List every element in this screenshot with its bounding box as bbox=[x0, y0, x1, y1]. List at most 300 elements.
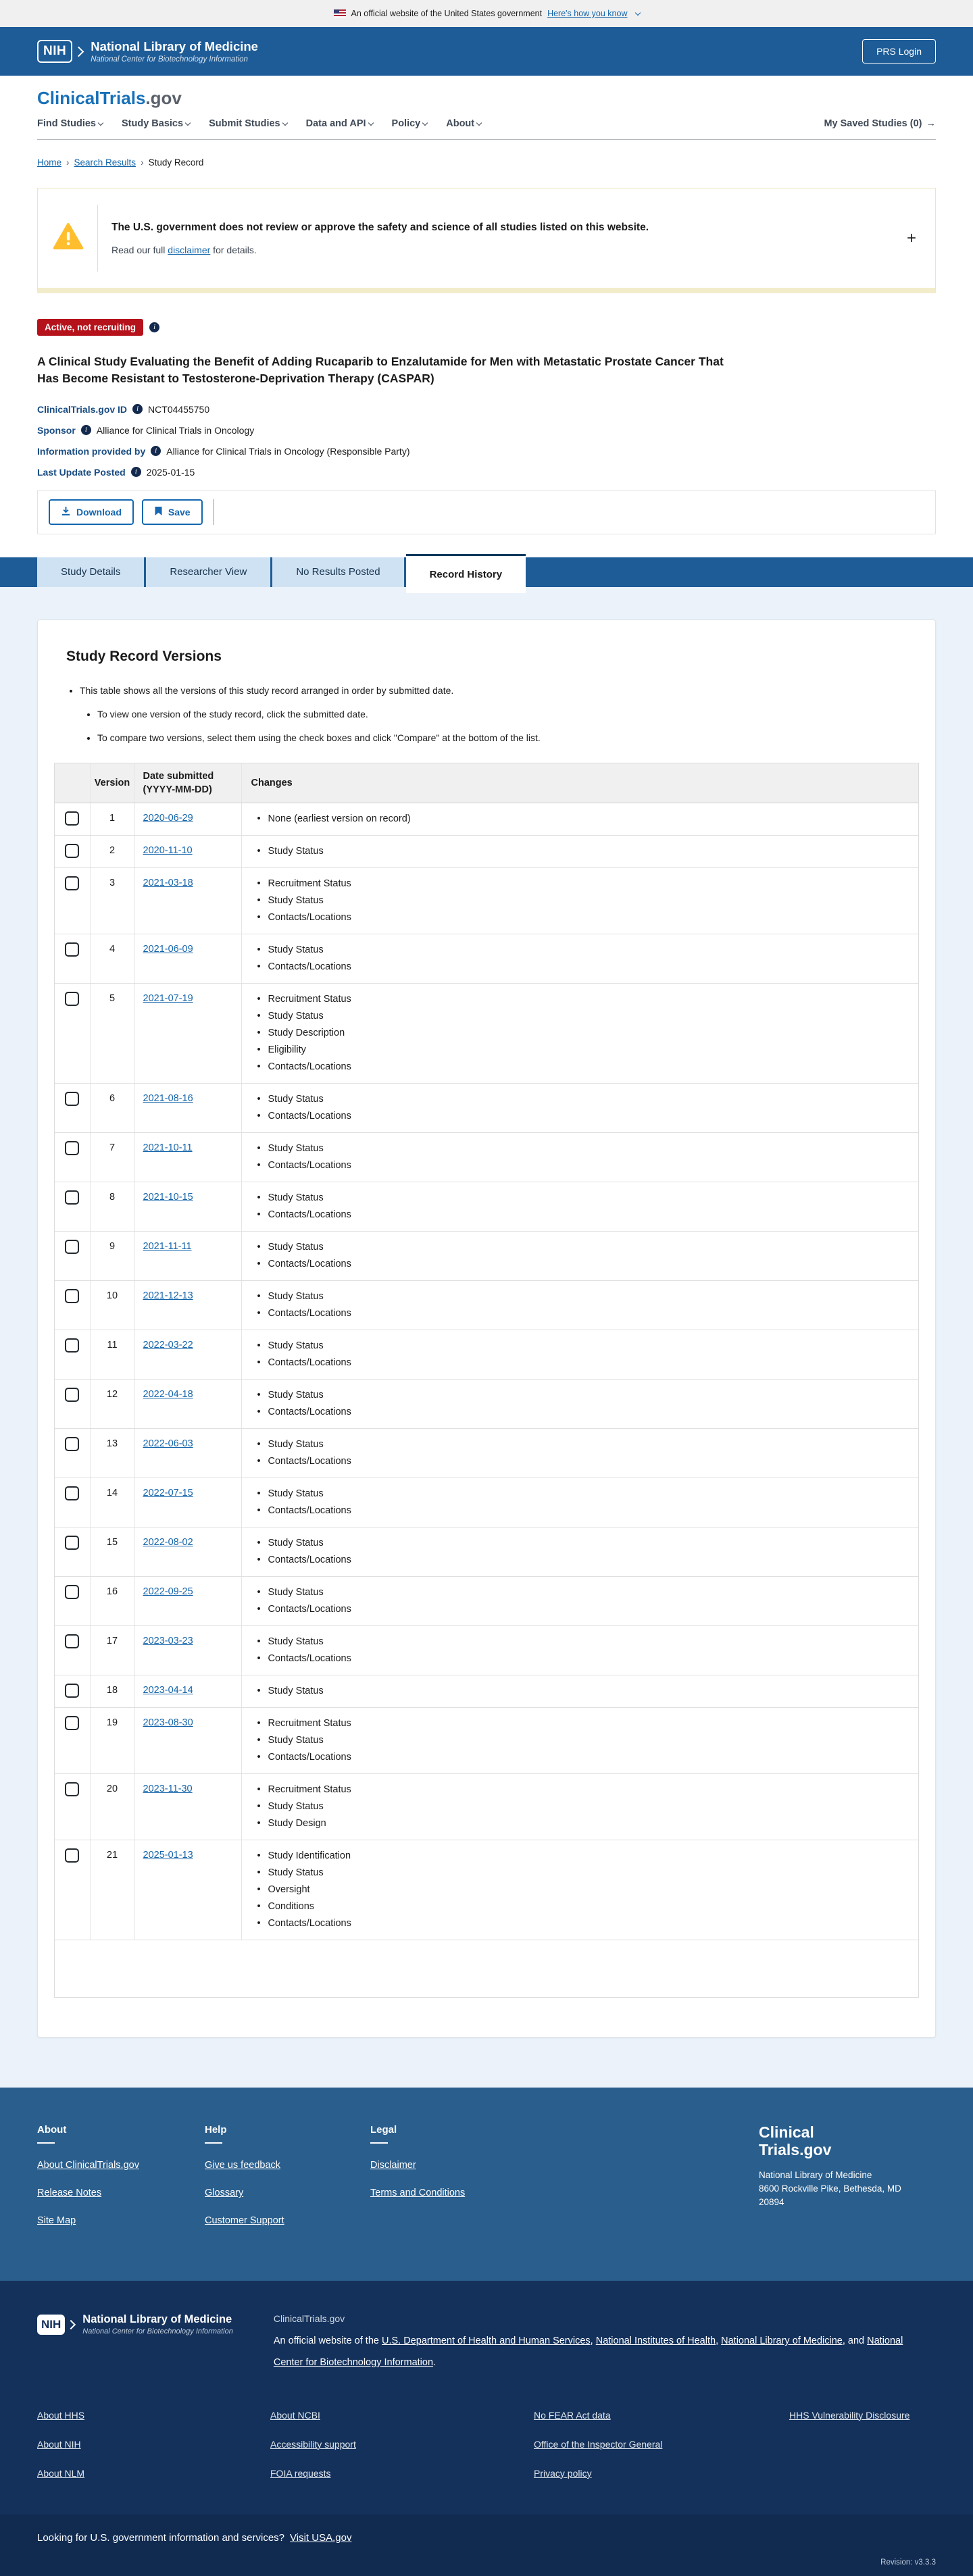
change-item: • Study Status bbox=[257, 1190, 918, 1207]
nlm-footer bbox=[0, 2281, 973, 2575]
my-saved-studies-link[interactable] bbox=[824, 118, 936, 129]
save-label: Save bbox=[168, 506, 191, 517]
footer-link-customer-support[interactable]: Customer Support bbox=[205, 2215, 284, 2227]
info-icon[interactable]: i bbox=[131, 467, 141, 477]
change-item: • Contacts/Locations bbox=[257, 1404, 918, 1421]
gov-link-column-3 bbox=[534, 2410, 789, 2497]
version-date-link[interactable]: 2023-04-14 bbox=[143, 1685, 193, 1696]
change-item: • Contacts/Locations bbox=[257, 1305, 918, 1322]
nih-acronym: NIH bbox=[37, 2315, 65, 2335]
version-number: 8 bbox=[90, 1182, 134, 1232]
tab-record-history[interactable]: Record History bbox=[406, 554, 526, 593]
versions-intro: This table shows all the versions of this study record arranged in order by submitted date. bbox=[80, 684, 454, 696]
version-number: 18 bbox=[90, 1675, 134, 1708]
footer-link-give-us-feedback[interactable]: Give us feedback bbox=[205, 2160, 281, 2171]
table-row bbox=[55, 1527, 918, 1577]
versions-table bbox=[54, 763, 919, 1998]
tab-researcher-view[interactable]: Researcher View bbox=[146, 557, 270, 587]
change-item: • Contacts/Locations bbox=[257, 1059, 918, 1076]
footer-address-line: 20894 bbox=[759, 2197, 784, 2208]
nav-item-about[interactable] bbox=[446, 118, 481, 129]
date-header-line1: Date submitted bbox=[143, 770, 214, 782]
version-checkbox[interactable] bbox=[65, 1092, 79, 1106]
versions-heading: Study Record Versions bbox=[66, 648, 222, 664]
change-item: • Study Status bbox=[257, 1634, 918, 1650]
official-statement bbox=[274, 2313, 909, 2373]
change-item: • Study Design bbox=[257, 1815, 918, 1832]
table-row bbox=[55, 1429, 918, 1478]
gov-link-about-hhs[interactable]: About HHS bbox=[37, 2409, 85, 2421]
version-number: 9 bbox=[90, 1232, 134, 1281]
nlm-footer-title: National Library of Medicine bbox=[82, 2313, 232, 2326]
status-row bbox=[37, 319, 936, 336]
nav-item-label: Policy bbox=[391, 118, 421, 129]
version-date-link[interactable]: 2025-01-13 bbox=[143, 1850, 193, 1861]
table-row bbox=[55, 868, 918, 934]
version-number: 10 bbox=[90, 1281, 134, 1330]
change-item: • Study Status bbox=[257, 1387, 918, 1404]
table-row bbox=[55, 1330, 918, 1380]
meta-row-sponsor bbox=[37, 425, 936, 436]
meta-value: NCT04455750 bbox=[148, 403, 210, 415]
version-number: 12 bbox=[90, 1380, 134, 1429]
change-item: • Oversight bbox=[257, 1882, 918, 1898]
gov-link-column-1 bbox=[37, 2410, 270, 2497]
version-number: 7 bbox=[90, 1133, 134, 1182]
version-checkbox[interactable] bbox=[65, 811, 79, 826]
version-date-link[interactable]: 2021-10-11 bbox=[143, 1142, 193, 1154]
version-number: 17 bbox=[90, 1626, 134, 1675]
table-row bbox=[55, 1478, 918, 1527]
footer-brand-logo bbox=[759, 2124, 936, 2159]
table-row bbox=[55, 1708, 918, 1774]
bookmark-icon bbox=[154, 506, 163, 518]
change-item: • Study Status bbox=[257, 1091, 918, 1108]
table-row bbox=[55, 1232, 918, 1281]
version-date-link[interactable]: 2023-03-23 bbox=[143, 1636, 193, 1647]
tab-no-results-posted[interactable]: No Results Posted bbox=[272, 557, 403, 587]
change-item: • Eligibility bbox=[257, 1042, 918, 1059]
table-row bbox=[55, 934, 918, 984]
gov-link-about-nlm[interactable]: About NLM bbox=[37, 2467, 85, 2479]
change-item: • Study Status bbox=[257, 1865, 918, 1882]
version-date-link[interactable]: 2021-07-19 bbox=[143, 993, 193, 1005]
gov-link-accessibility-support[interactable]: Accessibility support bbox=[270, 2438, 356, 2450]
official-text: An official website of the bbox=[273, 2335, 382, 2347]
nav-item-label: About bbox=[446, 118, 475, 129]
version-date-link[interactable]: 2021-12-13 bbox=[143, 1290, 193, 1302]
footer-link-glossary[interactable]: Glossary bbox=[205, 2188, 244, 2199]
version-checkbox[interactable] bbox=[65, 1585, 79, 1599]
table-row bbox=[55, 1840, 918, 1940]
version-number: 13 bbox=[90, 1429, 134, 1478]
version-number: 20 bbox=[90, 1774, 134, 1840]
date-header-line2: (YYYY-MM-DD) bbox=[143, 784, 212, 796]
version-date-link[interactable]: 2021-10-15 bbox=[143, 1192, 193, 1203]
chevron-down-icon bbox=[98, 120, 103, 126]
version-date-link[interactable]: 2022-06-03 bbox=[143, 1438, 193, 1450]
gov-link-office-of-the-inspector-general[interactable]: Office of the Inspector General bbox=[534, 2438, 663, 2450]
meta-label: Information provided by bbox=[37, 445, 146, 457]
meta-row-last-update-posted bbox=[37, 467, 936, 478]
table-row bbox=[55, 1281, 918, 1330]
tab-content bbox=[0, 587, 973, 2088]
us-flag-icon bbox=[334, 9, 346, 18]
revision-label: Revision: v3.3.3 bbox=[880, 2558, 936, 2567]
gov-banner-text: An official website of the United States government bbox=[351, 9, 543, 18]
page-main bbox=[0, 157, 973, 2088]
version-checkbox[interactable] bbox=[65, 1536, 79, 1550]
version-checkbox[interactable] bbox=[65, 1437, 79, 1451]
table-row bbox=[55, 1182, 918, 1232]
official-text: , bbox=[590, 2335, 596, 2347]
info-icon[interactable]: i bbox=[151, 446, 161, 456]
change-item: • Study Status bbox=[257, 1008, 918, 1025]
alert-text-suffix: for details. bbox=[210, 244, 257, 255]
usa-gov-line bbox=[37, 2532, 936, 2544]
versions-note bbox=[80, 684, 919, 745]
official-text: , bbox=[716, 2335, 722, 2347]
footer-column-heading: Legal bbox=[370, 2124, 397, 2136]
change-item: • Recruitment Status bbox=[257, 1715, 918, 1732]
change-item: • Contacts/Locations bbox=[257, 1502, 918, 1519]
table-row bbox=[55, 803, 918, 836]
chevron-down-icon bbox=[422, 120, 428, 126]
meta-value: 2025-01-15 bbox=[146, 466, 195, 478]
version-checkbox[interactable] bbox=[65, 1634, 79, 1648]
alert-text-prefix: Read our full bbox=[111, 244, 168, 255]
version-checkbox[interactable] bbox=[65, 1289, 79, 1303]
nih-header bbox=[0, 27, 973, 76]
version-date-link[interactable]: 2022-07-15 bbox=[143, 1488, 193, 1499]
meta-label: ClinicalTrials.gov ID bbox=[37, 403, 128, 415]
my-saved-studies-label: My Saved Studies (0) bbox=[824, 118, 922, 129]
download-label: Download bbox=[76, 506, 122, 517]
version-checkbox[interactable] bbox=[65, 1782, 79, 1796]
tab-bar bbox=[0, 557, 973, 587]
footer bbox=[0, 2088, 973, 2281]
ncbi-footer-subtitle: National Center for Biotechnology Information bbox=[82, 2327, 233, 2336]
version-number: 16 bbox=[90, 1577, 134, 1626]
nav-item-label: Study Basics bbox=[122, 118, 184, 129]
nlm-title: National Library of Medicine bbox=[91, 39, 258, 53]
version-column-header: Version bbox=[90, 763, 134, 803]
alert-title: The U.S. government does not review or approve the safety and science of all studies listed on this website. bbox=[111, 221, 649, 233]
info-icon[interactable]: i bbox=[149, 322, 159, 332]
gov-link-about-nih[interactable]: About NIH bbox=[37, 2438, 81, 2450]
version-number: 2 bbox=[90, 836, 134, 868]
change-item: • Contacts/Locations bbox=[257, 1355, 918, 1371]
breadcrumb-separator: › bbox=[66, 157, 70, 168]
version-number: 19 bbox=[90, 1708, 134, 1774]
version-checkbox[interactable] bbox=[65, 942, 79, 957]
version-date-link[interactable]: 2021-11-11 bbox=[143, 1241, 192, 1253]
version-checkbox[interactable] bbox=[65, 992, 79, 1006]
breadcrumb-search-results[interactable]: Search Results bbox=[74, 157, 136, 168]
prs-login-button[interactable]: PRS Login bbox=[862, 39, 936, 64]
change-item: • Contacts/Locations bbox=[257, 1601, 918, 1618]
brand-main: ClinicalTrials bbox=[37, 88, 146, 108]
change-item: • Contacts/Locations bbox=[257, 1552, 918, 1569]
usa-gov-bar bbox=[0, 2515, 973, 2576]
official-text: , and bbox=[842, 2335, 868, 2347]
change-item: • Study Status bbox=[257, 1732, 918, 1749]
footer-address-line: 8600 Rockville Pike, Bethesda, MD bbox=[759, 2183, 901, 2194]
change-item: • Study Status bbox=[257, 1683, 918, 1700]
table-row bbox=[55, 1774, 918, 1840]
status-badge: Active, not recruiting bbox=[37, 319, 143, 336]
change-item: • Study Status bbox=[257, 1486, 918, 1502]
change-item: • Conditions bbox=[257, 1898, 918, 1915]
table-row bbox=[55, 1626, 918, 1675]
version-date-link[interactable]: 2020-06-29 bbox=[143, 813, 193, 824]
nav-item-submit-studies[interactable] bbox=[209, 118, 287, 129]
nih-acronym: NIH bbox=[37, 40, 72, 63]
nav-item-label: Submit Studies bbox=[209, 118, 280, 129]
version-number: 5 bbox=[90, 984, 134, 1084]
study-title: A Clinical Study Evaluating the Benefit of Adding Rucaparib to Enzalutamide for Men with Metastatic Prostate Cancer That Has Become Resistant to Testosterone-Deprivation Therapy (CASPAR) bbox=[37, 355, 724, 386]
footer-column-about bbox=[37, 2124, 205, 2243]
alert-body bbox=[111, 222, 649, 255]
meta-value: Alliance for Clinical Trials in Oncology (Responsible Party) bbox=[166, 445, 410, 457]
change-item: • Contacts/Locations bbox=[257, 1915, 918, 1932]
disclaimer-alert bbox=[37, 188, 936, 293]
official-link-national-center-for-biotechnology-information[interactable]: National Center for Biotechnology Information bbox=[273, 2335, 903, 2368]
version-checkbox[interactable] bbox=[65, 1338, 79, 1353]
meta-row-clinicaltrials-gov-id bbox=[37, 404, 936, 415]
change-item: • Study Status bbox=[257, 1535, 918, 1552]
versions-subnote: • To view one version of the study record, click the submitted date. bbox=[97, 707, 919, 722]
tab-study-details[interactable]: Study Details bbox=[37, 557, 144, 587]
version-date-link[interactable]: 2022-09-25 bbox=[143, 1586, 193, 1598]
gov-link-about-ncbi[interactable]: About NCBI bbox=[270, 2409, 320, 2421]
change-item: • Contacts/Locations bbox=[257, 1749, 918, 1766]
disclaimer-link[interactable]: disclaimer bbox=[168, 244, 211, 255]
change-item: • Contacts/Locations bbox=[257, 959, 918, 976]
footer-brand-line2: Trials.gov bbox=[759, 2141, 832, 2159]
gov-link-privacy-policy[interactable]: Privacy policy bbox=[534, 2467, 592, 2479]
nav-item-study-basics[interactable] bbox=[122, 118, 190, 129]
nav-item-policy[interactable] bbox=[392, 118, 428, 129]
gov-link-foia-requests[interactable]: FOIA requests bbox=[270, 2467, 331, 2479]
official-link-national-library-of-medicine[interactable]: National Library of Medicine bbox=[721, 2335, 843, 2347]
change-item: • Contacts/Locations bbox=[257, 909, 918, 926]
version-date-link[interactable]: 2023-11-30 bbox=[143, 1784, 193, 1795]
change-item: • Study Status bbox=[257, 1239, 918, 1256]
info-icon[interactable]: i bbox=[132, 404, 143, 414]
footer-clinicaltrials-label: ClinicalTrials.gov bbox=[273, 2313, 345, 2325]
chevron-down-icon bbox=[476, 120, 482, 126]
save-button[interactable] bbox=[142, 499, 203, 525]
date-column-header bbox=[134, 763, 241, 803]
table-row bbox=[55, 1380, 918, 1429]
meta-value: Alliance for Clinical Trials in Oncology bbox=[96, 424, 255, 436]
meta-row-information-provided-by bbox=[37, 446, 936, 457]
change-item: • Study Status bbox=[257, 1798, 918, 1815]
table-row bbox=[55, 1133, 918, 1182]
main-nav bbox=[37, 118, 936, 140]
visit-usagov-link[interactable]: Visit USA.gov bbox=[290, 2531, 352, 2544]
breadcrumb-current: Study Record bbox=[148, 157, 204, 168]
compare-footer-area bbox=[55, 1940, 918, 1997]
chevron-down-icon bbox=[368, 120, 373, 126]
change-item: • Recruitment Status bbox=[257, 876, 918, 892]
footer-address-line: National Library of Medicine bbox=[759, 2169, 872, 2180]
chevron-down-icon bbox=[282, 120, 287, 126]
footer-link-site-map[interactable]: Site Map bbox=[37, 2215, 76, 2227]
footer-heading-rule bbox=[205, 2142, 222, 2144]
change-item: • Study Status bbox=[257, 1436, 918, 1453]
footer-link-about-clinicaltrials-gov[interactable]: About ClinicalTrials.gov bbox=[37, 2160, 139, 2171]
footer-column-heading: Help bbox=[205, 2124, 227, 2136]
meta-label: Sponsor bbox=[37, 424, 76, 436]
download-button[interactable] bbox=[49, 499, 134, 525]
footer-brand-line1: Clinical bbox=[759, 2123, 814, 2142]
footer-brand-block bbox=[759, 2124, 936, 2243]
gov-link-column-2 bbox=[270, 2410, 534, 2497]
nav-item-find-studies[interactable] bbox=[37, 118, 103, 129]
version-checkbox[interactable] bbox=[65, 1848, 79, 1863]
versions-table-header bbox=[55, 763, 918, 803]
versions-notes bbox=[66, 684, 919, 745]
version-date-link[interactable]: 2020-11-10 bbox=[143, 845, 193, 857]
change-item: • Recruitment Status bbox=[257, 991, 918, 1008]
footer-column-legal bbox=[370, 2124, 538, 2243]
brand-suffix: .gov bbox=[145, 88, 182, 108]
version-checkbox[interactable] bbox=[65, 1190, 79, 1205]
version-checkbox[interactable] bbox=[65, 1684, 79, 1698]
table-row bbox=[55, 1577, 918, 1626]
warning-icon bbox=[53, 221, 84, 255]
chevron-down-icon bbox=[185, 120, 191, 126]
change-item: • Study Status bbox=[257, 1140, 918, 1157]
change-item: • None (earliest version on record) bbox=[257, 811, 918, 828]
change-item: • Study Status bbox=[257, 1584, 918, 1601]
version-date-link[interactable]: 2022-03-22 bbox=[143, 1340, 193, 1351]
breadcrumb-separator: › bbox=[141, 157, 144, 168]
study-meta bbox=[37, 404, 936, 478]
usa-gov-text: Looking for U.S. government information and services? bbox=[37, 2531, 285, 2544]
footer-heading-rule bbox=[370, 2142, 388, 2144]
alert-text bbox=[111, 245, 649, 255]
version-checkbox[interactable] bbox=[65, 1388, 79, 1402]
gov-link-no-fear-act-data[interactable]: No FEAR Act data bbox=[534, 2409, 611, 2421]
table-row bbox=[55, 836, 918, 868]
expand-alert-button[interactable]: + bbox=[903, 230, 920, 247]
checkbox-column-header bbox=[55, 763, 90, 803]
footer-address bbox=[759, 2169, 936, 2210]
government-links bbox=[37, 2410, 936, 2497]
footer-link-disclaimer[interactable]: Disclaimer bbox=[370, 2160, 416, 2171]
official-sentence bbox=[274, 2331, 909, 2373]
version-checkbox[interactable] bbox=[65, 1141, 79, 1155]
change-item: • Contacts/Locations bbox=[257, 1108, 918, 1125]
alert-divider bbox=[97, 205, 98, 272]
info-icon[interactable]: i bbox=[81, 425, 91, 435]
version-date-link[interactable]: 2023-08-30 bbox=[143, 1717, 193, 1729]
change-item: • Study Status bbox=[257, 1338, 918, 1355]
nav-item-data-and-api[interactable] bbox=[306, 118, 373, 129]
change-item: • Contacts/Locations bbox=[257, 1453, 918, 1470]
record-versions-card bbox=[37, 620, 936, 2038]
toolbar bbox=[37, 490, 936, 534]
version-number: 4 bbox=[90, 934, 134, 984]
table-row bbox=[55, 1084, 918, 1133]
nih-footer-logo[interactable] bbox=[37, 2313, 233, 2335]
meta-label: Last Update Posted bbox=[37, 466, 126, 478]
site-header bbox=[0, 76, 973, 140]
official-link-national-institutes-of-health[interactable]: National Institutes of Health bbox=[595, 2335, 716, 2347]
gov-banner bbox=[0, 0, 973, 27]
breadcrumb bbox=[37, 157, 936, 168]
footer-link-release-notes[interactable]: Release Notes bbox=[37, 2188, 102, 2199]
gov-link-column-4 bbox=[789, 2410, 909, 2497]
change-item: • Contacts/Locations bbox=[257, 1207, 918, 1223]
gov-link-hhs-vulnerability-disclosure[interactable]: HHS Vulnerability Disclosure bbox=[789, 2409, 910, 2421]
footer-link-terms-and-conditions[interactable]: Terms and Conditions bbox=[370, 2188, 466, 2199]
official-link-u-s-department-of-health-and-human-services[interactable]: U.S. Department of Health and Human Services bbox=[382, 2335, 591, 2347]
download-icon bbox=[61, 506, 71, 518]
footer-column-help bbox=[205, 2124, 370, 2243]
nav-item-label: Data and API bbox=[305, 118, 366, 129]
version-checkbox[interactable] bbox=[65, 1240, 79, 1254]
ncbi-subtitle: National Center for Biotechnology Information bbox=[91, 55, 248, 64]
version-checkbox[interactable] bbox=[65, 1486, 79, 1500]
version-number: 3 bbox=[90, 868, 134, 934]
change-item: • Study Status bbox=[257, 1288, 918, 1305]
chevron-down-icon bbox=[634, 10, 640, 16]
version-date-link[interactable]: 2021-06-09 bbox=[143, 944, 193, 955]
version-number: 15 bbox=[90, 1527, 134, 1577]
how-you-know-link[interactable]: Here's how you know bbox=[547, 9, 628, 18]
version-checkbox[interactable] bbox=[65, 1716, 79, 1730]
change-item: • Contacts/Locations bbox=[257, 1157, 918, 1174]
footer-column-heading: About bbox=[37, 2124, 67, 2136]
change-item: • Study Status bbox=[257, 892, 918, 909]
version-date-link[interactable]: 2021-03-18 bbox=[143, 878, 193, 889]
nih-logo[interactable] bbox=[37, 39, 258, 64]
version-number: 11 bbox=[90, 1330, 134, 1380]
version-number: 1 bbox=[90, 803, 134, 836]
arrow-right-icon: → bbox=[926, 118, 936, 129]
version-checkbox[interactable] bbox=[65, 844, 79, 858]
official-text: . bbox=[433, 2356, 436, 2368]
table-row bbox=[55, 1675, 918, 1708]
nih-chevron-icon bbox=[74, 46, 84, 57]
version-number: 21 bbox=[90, 1840, 134, 1940]
breadcrumb-home[interactable]: Home bbox=[37, 157, 62, 168]
version-checkbox[interactable] bbox=[65, 876, 79, 890]
change-item: • Contacts/Locations bbox=[257, 1256, 918, 1273]
version-date-link[interactable]: 2022-08-02 bbox=[143, 1537, 193, 1548]
nav-item-label: Find Studies bbox=[37, 118, 96, 129]
change-item: • Contacts/Locations bbox=[257, 1650, 918, 1667]
version-date-link[interactable]: 2021-08-16 bbox=[143, 1093, 193, 1105]
clinicaltrials-logo[interactable] bbox=[37, 88, 182, 108]
table-row bbox=[55, 984, 918, 1084]
versions-subnote: • To compare two versions, select them using the check boxes and click "Compare" at the bottom of the list. bbox=[97, 731, 919, 745]
version-number: 6 bbox=[90, 1084, 134, 1133]
change-item: • Study Description bbox=[257, 1025, 918, 1042]
changes-column-header: Changes bbox=[241, 763, 918, 803]
change-item: • Study Status bbox=[257, 843, 918, 860]
change-item: • Recruitment Status bbox=[257, 1782, 918, 1798]
change-item: • Study Identification bbox=[257, 1848, 918, 1865]
nih-chevron-icon bbox=[66, 2320, 76, 2329]
footer-heading-rule bbox=[37, 2142, 55, 2144]
change-item: • Study Status bbox=[257, 942, 918, 959]
version-date-link[interactable]: 2022-04-18 bbox=[143, 1389, 193, 1400]
